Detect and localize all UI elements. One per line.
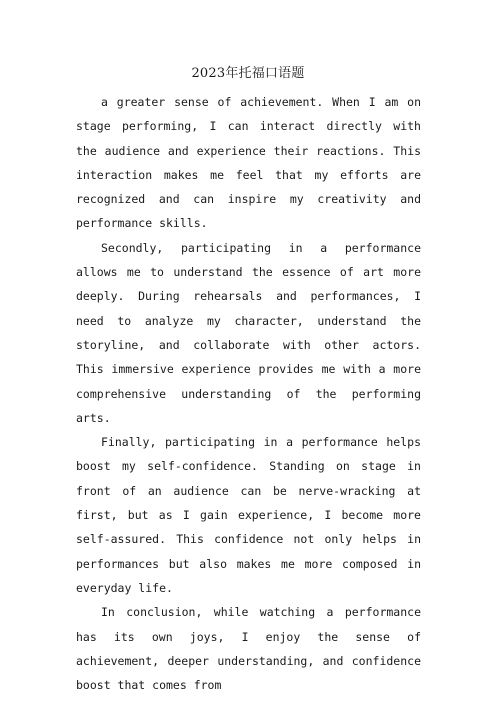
page-title: 2023年托福口语题: [191, 66, 305, 81]
paragraph-finally: Finally, participating in a performance helps boost my self-confidence. Standing on stage in front of an audience can be nerve-wracking at first, but as I gain experience, I become more self-assured. This confidence not only helps in performances but also makes me more composed in everyday life.: [76, 435, 421, 595]
paragraph-achievement: a greater sense of achievement. When I am on stage performing, I can interact directly with the audience and experience their reactions. This interaction makes me feel that my efforts are recognized and can inspire my creativity and performance skills.: [76, 95, 421, 231]
paragraph-secondly: Secondly, participating in a performance allows me to understand the essence of art more deeply. During rehearsals and performances, I need to analyze my character, understand the storyline, and collaborate with other actors. This immersive experience provides me with a more comprehensive understanding of the performing arts.: [76, 240, 421, 425]
paragraph-conclusion: In conclusion, while watching a performance has its own joys, I enjoy the sense of achievement, deeper understanding, and confidence boost that comes from: [76, 605, 421, 693]
document-body: [76, 90, 421, 697]
